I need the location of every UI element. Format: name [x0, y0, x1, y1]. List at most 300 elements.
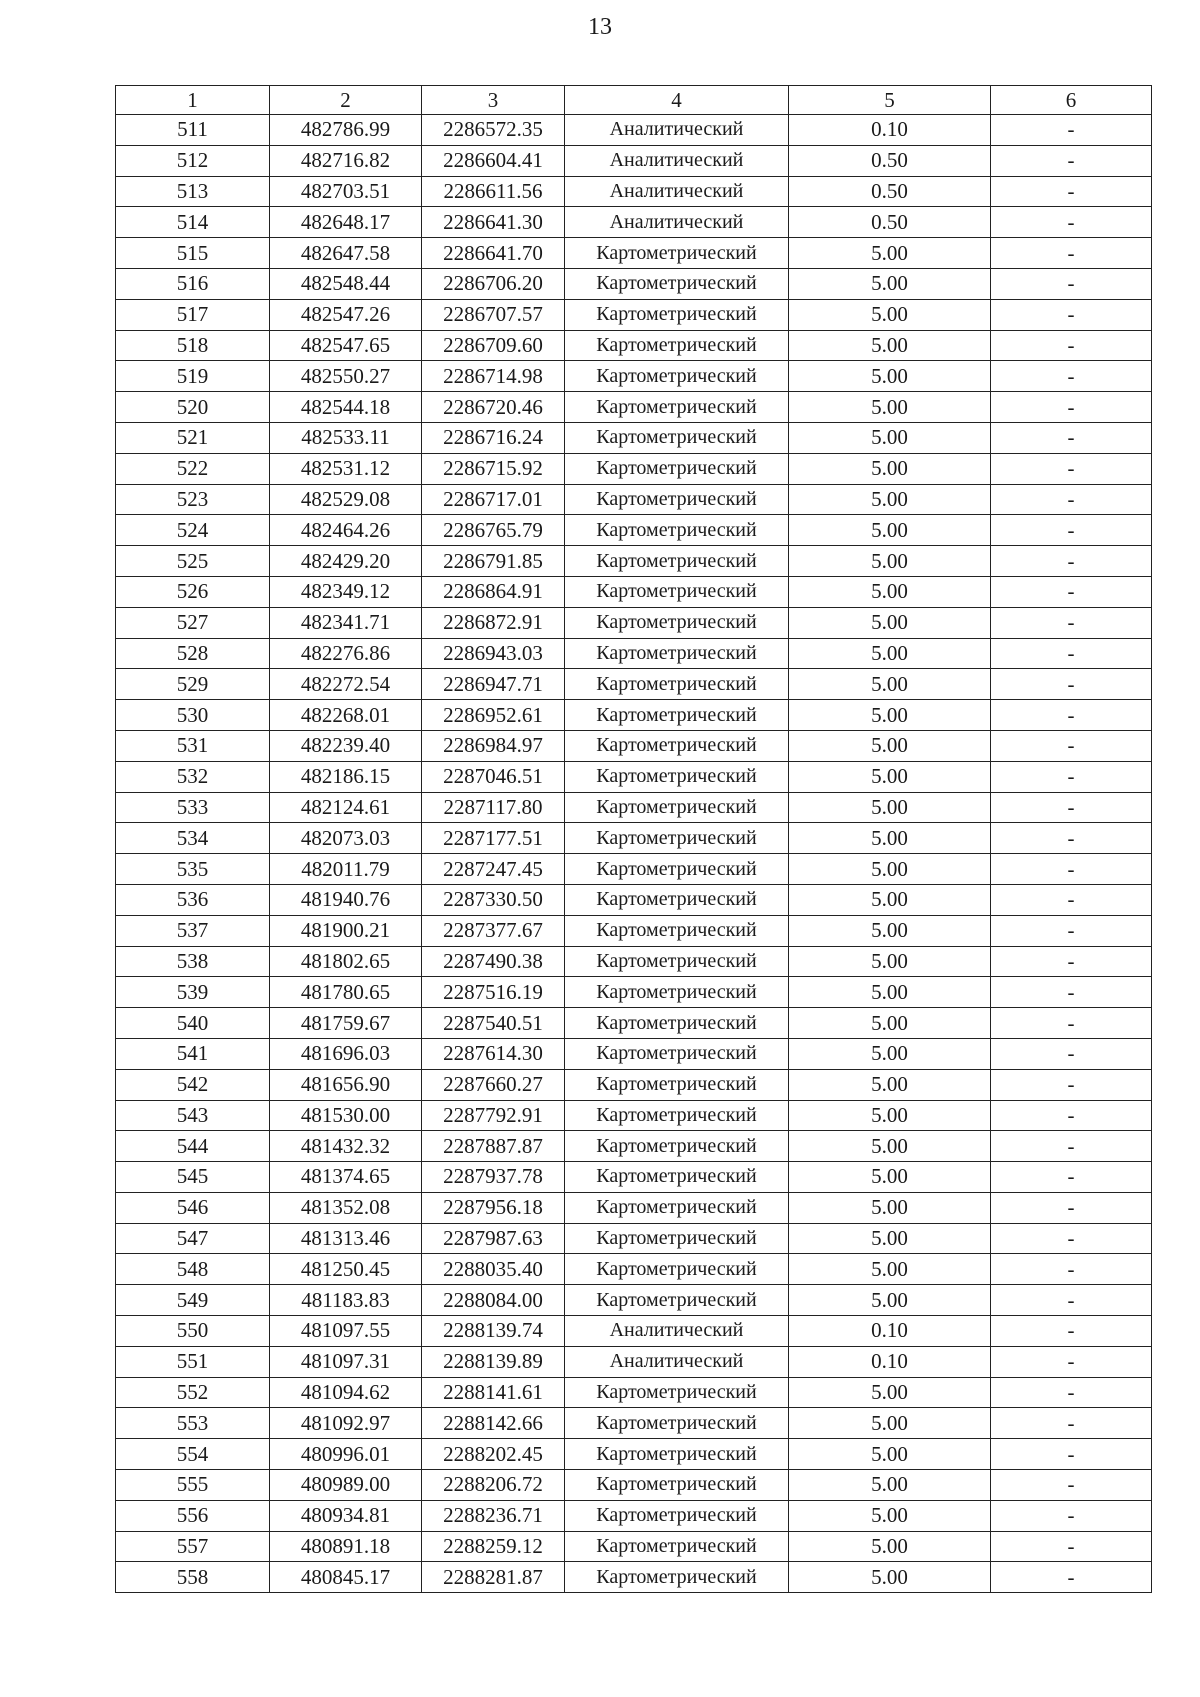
point-number-cell: 551	[116, 1346, 270, 1377]
note-cell: -	[991, 1131, 1152, 1162]
y-coordinate-cell: 2286717.01	[422, 484, 565, 515]
x-coordinate-cell: 481530.00	[270, 1100, 422, 1131]
accuracy-cell: 5.00	[789, 1439, 991, 1470]
accuracy-cell: 5.00	[789, 854, 991, 885]
method-cell: Картометрический	[565, 576, 789, 607]
x-coordinate-cell: 481094.62	[270, 1377, 422, 1408]
point-number-cell: 555	[116, 1470, 270, 1501]
method-cell: Картометрический	[565, 1069, 789, 1100]
method-cell: Картометрический	[565, 546, 789, 577]
note-cell: -	[991, 700, 1152, 731]
x-coordinate-cell: 481656.90	[270, 1069, 422, 1100]
point-number-cell: 532	[116, 761, 270, 792]
method-cell: Аналитический	[565, 115, 789, 146]
table-row	[116, 299, 1152, 330]
accuracy-cell: 5.00	[789, 1254, 991, 1285]
method-cell: Аналитический	[565, 176, 789, 207]
note-cell: -	[991, 176, 1152, 207]
accuracy-cell: 5.00	[789, 1162, 991, 1193]
note-cell: -	[991, 1069, 1152, 1100]
point-number-cell: 548	[116, 1254, 270, 1285]
y-coordinate-cell: 2288281.87	[422, 1562, 565, 1593]
method-cell: Картометрический	[565, 730, 789, 761]
point-number-cell: 525	[116, 546, 270, 577]
note-cell: -	[991, 1254, 1152, 1285]
method-cell: Картометрический	[565, 238, 789, 269]
x-coordinate-cell: 482349.12	[270, 576, 422, 607]
note-cell: -	[991, 854, 1152, 885]
header-cell-2: 2	[270, 86, 422, 115]
point-number-cell: 553	[116, 1408, 270, 1439]
accuracy-cell: 5.00	[789, 1500, 991, 1531]
y-coordinate-cell: 2287792.91	[422, 1100, 565, 1131]
x-coordinate-cell: 482268.01	[270, 700, 422, 731]
method-cell: Картометрический	[565, 1531, 789, 1562]
method-cell: Картометрический	[565, 299, 789, 330]
method-cell: Картометрический	[565, 1008, 789, 1039]
y-coordinate-cell: 2286715.92	[422, 453, 565, 484]
accuracy-cell: 5.00	[789, 484, 991, 515]
x-coordinate-cell: 480891.18	[270, 1531, 422, 1562]
note-cell: -	[991, 1377, 1152, 1408]
y-coordinate-cell: 2286604.41	[422, 145, 565, 176]
y-coordinate-cell: 2287937.78	[422, 1162, 565, 1193]
table-row	[116, 1285, 1152, 1316]
y-coordinate-cell: 2288035.40	[422, 1254, 565, 1285]
accuracy-cell: 5.00	[789, 238, 991, 269]
point-number-cell: 542	[116, 1069, 270, 1100]
method-cell: Картометрический	[565, 422, 789, 453]
y-coordinate-cell: 2287490.38	[422, 946, 565, 977]
table-row	[116, 1531, 1152, 1562]
y-coordinate-cell: 2286864.91	[422, 576, 565, 607]
x-coordinate-cell: 481374.65	[270, 1162, 422, 1193]
table-row	[116, 1254, 1152, 1285]
header-cell-4: 4	[565, 86, 789, 115]
accuracy-cell: 5.00	[789, 946, 991, 977]
x-coordinate-cell: 482464.26	[270, 515, 422, 546]
accuracy-cell: 5.00	[789, 1131, 991, 1162]
method-cell: Картометрический	[565, 1377, 789, 1408]
point-number-cell: 520	[116, 392, 270, 423]
x-coordinate-cell: 482703.51	[270, 176, 422, 207]
table-row	[116, 1100, 1152, 1131]
x-coordinate-cell: 481250.45	[270, 1254, 422, 1285]
x-coordinate-cell: 482547.26	[270, 299, 422, 330]
x-coordinate-cell: 481352.08	[270, 1192, 422, 1223]
table-row	[116, 1470, 1152, 1501]
accuracy-cell: 5.00	[789, 1470, 991, 1501]
note-cell: -	[991, 392, 1152, 423]
y-coordinate-cell: 2286765.79	[422, 515, 565, 546]
method-cell: Картометрический	[565, 1470, 789, 1501]
accuracy-cell: 0.10	[789, 115, 991, 146]
method-cell: Картометрический	[565, 607, 789, 638]
table-row	[116, 361, 1152, 392]
method-cell: Картометрический	[565, 761, 789, 792]
note-cell: -	[991, 1038, 1152, 1069]
x-coordinate-cell: 482533.11	[270, 422, 422, 453]
method-cell: Картометрический	[565, 700, 789, 731]
x-coordinate-cell: 482550.27	[270, 361, 422, 392]
x-coordinate-cell: 482073.03	[270, 823, 422, 854]
table-body	[116, 115, 1152, 1593]
accuracy-cell: 5.00	[789, 546, 991, 577]
accuracy-cell: 5.00	[789, 1192, 991, 1223]
point-number-cell: 544	[116, 1131, 270, 1162]
point-number-cell: 514	[116, 207, 270, 238]
y-coordinate-cell: 2287887.87	[422, 1131, 565, 1162]
table-row	[116, 1562, 1152, 1593]
method-cell: Картометрический	[565, 946, 789, 977]
table-row	[116, 823, 1152, 854]
note-cell: -	[991, 1500, 1152, 1531]
x-coordinate-cell: 482011.79	[270, 854, 422, 885]
accuracy-cell: 5.00	[789, 361, 991, 392]
x-coordinate-cell: 482547.65	[270, 330, 422, 361]
method-cell: Картометрический	[565, 638, 789, 669]
accuracy-cell: 0.50	[789, 207, 991, 238]
point-number-cell: 540	[116, 1008, 270, 1039]
y-coordinate-cell: 2288259.12	[422, 1531, 565, 1562]
method-cell: Аналитический	[565, 1316, 789, 1347]
note-cell: -	[991, 576, 1152, 607]
accuracy-cell: 5.00	[789, 607, 991, 638]
accuracy-cell: 5.00	[789, 792, 991, 823]
y-coordinate-cell: 2286641.70	[422, 238, 565, 269]
table-row	[116, 330, 1152, 361]
y-coordinate-cell: 2286641.30	[422, 207, 565, 238]
method-cell: Картометрический	[565, 1254, 789, 1285]
x-coordinate-cell: 481313.46	[270, 1223, 422, 1254]
note-cell: -	[991, 761, 1152, 792]
y-coordinate-cell: 2286791.85	[422, 546, 565, 577]
table-row	[116, 1500, 1152, 1531]
point-number-cell: 527	[116, 607, 270, 638]
table-row	[116, 145, 1152, 176]
table-row	[116, 1223, 1152, 1254]
y-coordinate-cell: 2286706.20	[422, 268, 565, 299]
point-number-cell: 534	[116, 823, 270, 854]
table-row	[116, 1008, 1152, 1039]
note-cell: -	[991, 1285, 1152, 1316]
note-cell: -	[991, 330, 1152, 361]
point-number-cell: 533	[116, 792, 270, 823]
y-coordinate-cell: 2287540.51	[422, 1008, 565, 1039]
method-cell: Картометрический	[565, 515, 789, 546]
table-row	[116, 792, 1152, 823]
method-cell: Картометрический	[565, 1100, 789, 1131]
y-coordinate-cell: 2287177.51	[422, 823, 565, 854]
note-cell: -	[991, 1008, 1152, 1039]
header-cell-5: 5	[789, 86, 991, 115]
method-cell: Картометрический	[565, 669, 789, 700]
x-coordinate-cell: 481097.55	[270, 1316, 422, 1347]
table-row	[116, 638, 1152, 669]
note-cell: -	[991, 453, 1152, 484]
x-coordinate-cell: 482276.86	[270, 638, 422, 669]
table-row	[116, 915, 1152, 946]
method-cell: Аналитический	[565, 207, 789, 238]
accuracy-cell: 0.10	[789, 1346, 991, 1377]
note-cell: -	[991, 915, 1152, 946]
note-cell: -	[991, 1192, 1152, 1223]
table-row	[116, 576, 1152, 607]
point-number-cell: 519	[116, 361, 270, 392]
table-row	[116, 977, 1152, 1008]
note-cell: -	[991, 1439, 1152, 1470]
point-number-cell: 530	[116, 700, 270, 731]
accuracy-cell: 5.00	[789, 1408, 991, 1439]
point-number-cell: 545	[116, 1162, 270, 1193]
method-cell: Картометрический	[565, 792, 789, 823]
y-coordinate-cell: 2286943.03	[422, 638, 565, 669]
y-coordinate-cell: 2288202.45	[422, 1439, 565, 1470]
accuracy-cell: 5.00	[789, 299, 991, 330]
table-row	[116, 1439, 1152, 1470]
x-coordinate-cell: 480845.17	[270, 1562, 422, 1593]
coordinates-table	[115, 85, 1152, 1593]
table-row	[116, 669, 1152, 700]
point-number-cell: 546	[116, 1192, 270, 1223]
accuracy-cell: 5.00	[789, 330, 991, 361]
page-number: 13	[588, 14, 612, 40]
table-row	[116, 453, 1152, 484]
accuracy-cell: 5.00	[789, 884, 991, 915]
y-coordinate-cell: 2287956.18	[422, 1192, 565, 1223]
note-cell: -	[991, 207, 1152, 238]
point-number-cell: 539	[116, 977, 270, 1008]
point-number-cell: 528	[116, 638, 270, 669]
x-coordinate-cell: 482272.54	[270, 669, 422, 700]
y-coordinate-cell: 2286572.35	[422, 115, 565, 146]
note-cell: -	[991, 361, 1152, 392]
y-coordinate-cell: 2286709.60	[422, 330, 565, 361]
note-cell: -	[991, 823, 1152, 854]
note-cell: -	[991, 484, 1152, 515]
y-coordinate-cell: 2287614.30	[422, 1038, 565, 1069]
header-cell-3: 3	[422, 86, 565, 115]
accuracy-cell: 5.00	[789, 1285, 991, 1316]
method-cell: Картометрический	[565, 1223, 789, 1254]
header-cell-1: 1	[116, 86, 270, 115]
note-cell: -	[991, 1162, 1152, 1193]
note-cell: -	[991, 299, 1152, 330]
note-cell: -	[991, 607, 1152, 638]
x-coordinate-cell: 482529.08	[270, 484, 422, 515]
x-coordinate-cell: 480996.01	[270, 1439, 422, 1470]
table-row	[116, 207, 1152, 238]
point-number-cell: 541	[116, 1038, 270, 1069]
x-coordinate-cell: 482647.58	[270, 238, 422, 269]
method-cell: Картометрический	[565, 1408, 789, 1439]
x-coordinate-cell: 481759.67	[270, 1008, 422, 1039]
point-number-cell: 518	[116, 330, 270, 361]
point-number-cell: 522	[116, 453, 270, 484]
point-number-cell: 513	[116, 176, 270, 207]
point-number-cell: 529	[116, 669, 270, 700]
note-cell: -	[991, 115, 1152, 146]
accuracy-cell: 5.00	[789, 576, 991, 607]
accuracy-cell: 5.00	[789, 915, 991, 946]
method-cell: Аналитический	[565, 1346, 789, 1377]
x-coordinate-cell: 481900.21	[270, 915, 422, 946]
table-row	[116, 176, 1152, 207]
table-row	[116, 700, 1152, 731]
point-number-cell: 552	[116, 1377, 270, 1408]
point-number-cell: 536	[116, 884, 270, 915]
method-cell: Картометрический	[565, 1285, 789, 1316]
y-coordinate-cell: 2287660.27	[422, 1069, 565, 1100]
accuracy-cell: 5.00	[789, 1008, 991, 1039]
method-cell: Картометрический	[565, 1192, 789, 1223]
table-row	[116, 761, 1152, 792]
note-cell: -	[991, 946, 1152, 977]
x-coordinate-cell: 480989.00	[270, 1470, 422, 1501]
table-row	[116, 1038, 1152, 1069]
table-row	[116, 730, 1152, 761]
x-coordinate-cell: 481183.83	[270, 1285, 422, 1316]
method-cell: Картометрический	[565, 1562, 789, 1593]
x-coordinate-cell: 482544.18	[270, 392, 422, 423]
x-coordinate-cell: 482716.82	[270, 145, 422, 176]
point-number-cell: 516	[116, 268, 270, 299]
method-cell: Картометрический	[565, 1439, 789, 1470]
method-cell: Картометрический	[565, 854, 789, 885]
note-cell: -	[991, 730, 1152, 761]
method-cell: Картометрический	[565, 977, 789, 1008]
method-cell: Картометрический	[565, 823, 789, 854]
y-coordinate-cell: 2287987.63	[422, 1223, 565, 1254]
point-number-cell: 517	[116, 299, 270, 330]
method-cell: Картометрический	[565, 915, 789, 946]
method-cell: Картометрический	[565, 392, 789, 423]
y-coordinate-cell: 2286952.61	[422, 700, 565, 731]
point-number-cell: 515	[116, 238, 270, 269]
method-cell: Картометрический	[565, 1500, 789, 1531]
accuracy-cell: 5.00	[789, 453, 991, 484]
accuracy-cell: 0.10	[789, 1316, 991, 1347]
y-coordinate-cell: 2287117.80	[422, 792, 565, 823]
note-cell: -	[991, 268, 1152, 299]
y-coordinate-cell: 2288206.72	[422, 1470, 565, 1501]
note-cell: -	[991, 638, 1152, 669]
x-coordinate-cell: 482186.15	[270, 761, 422, 792]
y-coordinate-cell: 2286714.98	[422, 361, 565, 392]
point-number-cell: 523	[116, 484, 270, 515]
point-number-cell: 538	[116, 946, 270, 977]
point-number-cell: 531	[116, 730, 270, 761]
y-coordinate-cell: 2288142.66	[422, 1408, 565, 1439]
method-cell: Картометрический	[565, 361, 789, 392]
table-row	[116, 546, 1152, 577]
y-coordinate-cell: 2286611.56	[422, 176, 565, 207]
accuracy-cell: 5.00	[789, 1100, 991, 1131]
table-row	[116, 484, 1152, 515]
x-coordinate-cell: 482341.71	[270, 607, 422, 638]
table-row	[116, 238, 1152, 269]
table-row	[116, 115, 1152, 146]
y-coordinate-cell: 2287046.51	[422, 761, 565, 792]
point-number-cell: 556	[116, 1500, 270, 1531]
y-coordinate-cell: 2286984.97	[422, 730, 565, 761]
note-cell: -	[991, 422, 1152, 453]
point-number-cell: 543	[116, 1100, 270, 1131]
x-coordinate-cell: 481696.03	[270, 1038, 422, 1069]
table-row	[116, 1346, 1152, 1377]
table-row	[116, 1192, 1152, 1223]
accuracy-cell: 5.00	[789, 1038, 991, 1069]
point-number-cell: 526	[116, 576, 270, 607]
accuracy-cell: 0.50	[789, 176, 991, 207]
point-number-cell: 557	[116, 1531, 270, 1562]
x-coordinate-cell: 480934.81	[270, 1500, 422, 1531]
table-row	[116, 884, 1152, 915]
y-coordinate-cell: 2288139.74	[422, 1316, 565, 1347]
y-coordinate-cell: 2288141.61	[422, 1377, 565, 1408]
table-row	[116, 1069, 1152, 1100]
point-number-cell: 547	[116, 1223, 270, 1254]
accuracy-cell: 5.00	[789, 977, 991, 1008]
note-cell: -	[991, 1470, 1152, 1501]
note-cell: -	[991, 145, 1152, 176]
header-cell-6: 6	[991, 86, 1152, 115]
table-header	[116, 86, 1152, 115]
accuracy-cell: 5.00	[789, 422, 991, 453]
note-cell: -	[991, 884, 1152, 915]
table-row	[116, 1408, 1152, 1439]
table-row	[116, 854, 1152, 885]
method-cell: Картометрический	[565, 484, 789, 515]
point-number-cell: 511	[116, 115, 270, 146]
note-cell: -	[991, 1100, 1152, 1131]
x-coordinate-cell: 481432.32	[270, 1131, 422, 1162]
x-coordinate-cell: 481097.31	[270, 1346, 422, 1377]
note-cell: -	[991, 515, 1152, 546]
accuracy-cell: 5.00	[789, 638, 991, 669]
accuracy-cell: 5.00	[789, 1531, 991, 1562]
method-cell: Картометрический	[565, 330, 789, 361]
accuracy-cell: 5.00	[789, 823, 991, 854]
table-row	[116, 422, 1152, 453]
accuracy-cell: 5.00	[789, 761, 991, 792]
accuracy-cell: 5.00	[789, 1562, 991, 1593]
accuracy-cell: 5.00	[789, 700, 991, 731]
accuracy-cell: 5.00	[789, 392, 991, 423]
point-number-cell: 558	[116, 1562, 270, 1593]
x-coordinate-cell: 481092.97	[270, 1408, 422, 1439]
accuracy-cell: 5.00	[789, 515, 991, 546]
point-number-cell: 535	[116, 854, 270, 885]
y-coordinate-cell: 2288236.71	[422, 1500, 565, 1531]
method-cell: Картометрический	[565, 1162, 789, 1193]
y-coordinate-cell: 2287516.19	[422, 977, 565, 1008]
y-coordinate-cell: 2288084.00	[422, 1285, 565, 1316]
note-cell: -	[991, 1316, 1152, 1347]
x-coordinate-cell: 482531.12	[270, 453, 422, 484]
x-coordinate-cell: 481940.76	[270, 884, 422, 915]
note-cell: -	[991, 792, 1152, 823]
table-row	[116, 946, 1152, 977]
y-coordinate-cell: 2286720.46	[422, 392, 565, 423]
x-coordinate-cell: 481802.65	[270, 946, 422, 977]
header-row	[116, 86, 1152, 115]
method-cell: Картометрический	[565, 1131, 789, 1162]
x-coordinate-cell: 481780.65	[270, 977, 422, 1008]
table-row	[116, 1162, 1152, 1193]
y-coordinate-cell: 2286872.91	[422, 607, 565, 638]
table-row	[116, 515, 1152, 546]
